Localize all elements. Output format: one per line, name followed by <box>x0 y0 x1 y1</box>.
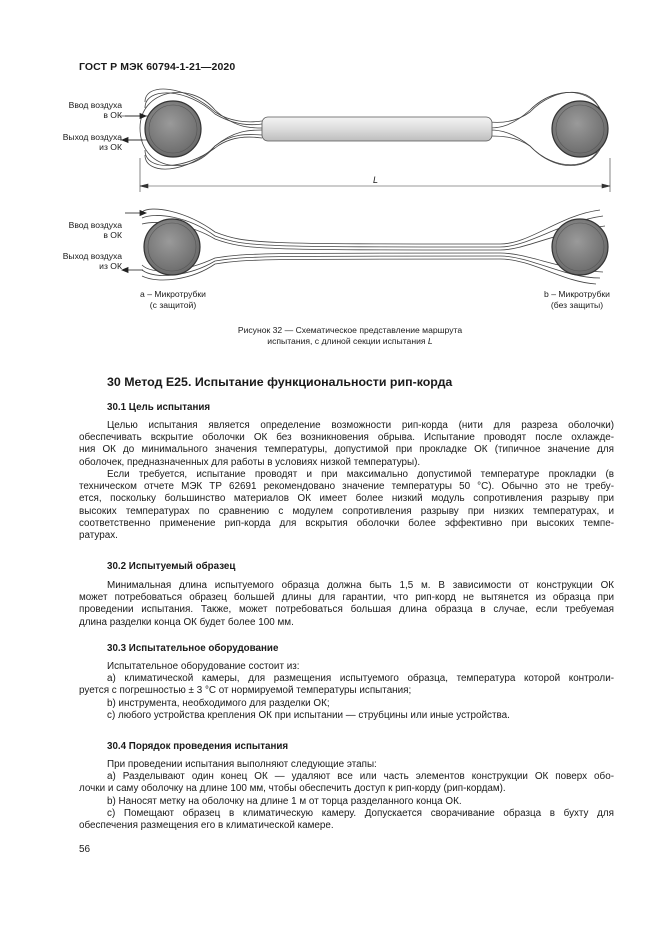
caption-line-2: испытания, с длиной секции испытания L <box>267 336 433 346</box>
air-out-text: Выход воздуха из ОК <box>62 251 122 271</box>
air-in-label-bottom <box>58 220 122 240</box>
caption-length-symbol: L <box>427 336 433 346</box>
document-header: ГОСТ Р МЭК 60794-1-21—2020 <box>79 61 236 73</box>
air-out-label-bottom <box>58 251 122 271</box>
text-line: ратурах. <box>79 530 118 542</box>
text-line: проведении испытания. Также, может потребоваться большая длина образца в случае, если требуемая <box>79 604 614 616</box>
right-drum-icon <box>552 101 608 157</box>
text-line: обеспечения размещения его в климатической камере. <box>79 820 334 832</box>
text-line: техническом отчете МЭК ТР 62691 рекомендовано значение температуры 50 °С). Обычно это не требу- <box>79 481 614 493</box>
right-drum-bottom-icon <box>552 219 608 275</box>
subsection-title-30-2: 30.2 Испытуемый образец <box>107 561 236 572</box>
air-out-text: Выход воздуха из ОК <box>62 132 122 152</box>
text-line: Испытательное оборудование состоит из: <box>107 661 300 672</box>
figure-caption <box>180 325 520 347</box>
text-line: может потребоваться образец большей длины для гарантии, что рип-корд не вытянется из образца при <box>79 592 614 604</box>
paragraph-30-4 <box>79 759 614 832</box>
caption-line-1: Рисунок 32 — Схематическое представление маршрута <box>237 325 463 335</box>
text-line: а) Разделывают один конец ОК — удаляют все или часть элементов конструкции ОК поверх обо- <box>107 771 614 783</box>
left-drum-icon <box>145 101 201 157</box>
text-line: ется, поскольку большинство материалов ОК имеет более низкий модуль сопротивления разрыву при <box>79 493 614 505</box>
legend-a: a – Микротрубки (с защитой) <box>140 289 206 310</box>
air-out-label-top <box>58 132 122 152</box>
page-number: 56 <box>79 844 91 855</box>
text-line: c) Помещают образец в климатическую камеру. Допускается сворачивание образца в бухту для <box>107 807 614 819</box>
paragraph-30-2 <box>79 580 614 629</box>
text-line: лочки и саму оболочку на длине 100 мм, чтобы обеспечить доступ к рип-корду (рип-кордам). <box>79 783 506 795</box>
subsection-title-30-1: 30.1 Цель испытания <box>107 402 211 413</box>
text-line: длина разделки конца ОК будет более 100 мм. <box>79 616 294 628</box>
text-line: обеспечивать вскрытие оболочки ОК без возникновения обрыва. Испытание проводят после охлажде- <box>79 432 614 444</box>
text-line: Минимальная длина испытуемого образца должна быть 1,5 м. В зависимости от конструкции ОК <box>107 580 614 591</box>
text-line: соответственно применение рип-корда для вскрытия оболочки более эффективно при высоких темпе- <box>79 517 614 529</box>
air-in-text: Ввод воздуха в ОК <box>68 100 122 120</box>
subsection-title-30-3: 30.3 Испытательное оборудование <box>107 643 279 654</box>
air-in-label-top <box>58 100 122 120</box>
paragraph-30-3 <box>79 661 614 722</box>
left-drum-bottom-icon <box>144 219 200 275</box>
air-in-text: Ввод воздуха в ОК <box>68 220 122 240</box>
section-title: 30 Метод E25. Испытание функциональности рип-корда <box>107 375 453 389</box>
text-line: высоких температурах по сравнению с модулем сопротивления разрыву при низких температурах, и <box>79 505 614 517</box>
text-line: Если требуется, испытание проводят и при максимально допустимой температуре прокладки (в <box>107 469 614 480</box>
cable-section <box>262 117 492 141</box>
text-line: b) Наносят метку на оболочку на длине 1 м от торца разделанного конца ОК. <box>107 795 462 807</box>
arrow-out-bottom-icon <box>122 268 128 273</box>
length-label: L <box>373 175 379 185</box>
text-line: b) инструмента, необходимого для разделки ОК; <box>107 697 330 709</box>
text-line: c) любого устройства крепления ОК при испытании — струбцины или иные устройства. <box>107 709 510 721</box>
text-line: При проведении испытания выполняют следующие этапы: <box>107 759 377 770</box>
arrow-in-icon <box>140 114 146 119</box>
paragraph-30-1-b <box>79 469 614 542</box>
legend-b: b – Микротрубки (без защиты) <box>544 289 610 310</box>
arrow-out-icon <box>122 138 128 143</box>
paragraph-30-1-a <box>79 420 614 469</box>
text-line: ния ОК до минимального значения температуры, допустимой при прокладке ОК (типичное значение для <box>79 444 614 456</box>
bottom-diagram <box>142 209 605 284</box>
text-line: Целью испытания является определение возможности рип-корда (нити для разреза оболочки) <box>107 420 614 431</box>
text-line: оболочек, предназначенных для работы в условиях низкой температуры). <box>79 456 421 468</box>
text-line: руется с погрешностью ± 3 °С от нормируемой температуры испытания; <box>79 685 412 697</box>
text-line: а) климатической камеры, для размещения испытуемого образца, температура которой контроли- <box>107 673 614 685</box>
subsection-title-30-4: 30.4 Порядок проведения испытания <box>107 741 289 752</box>
